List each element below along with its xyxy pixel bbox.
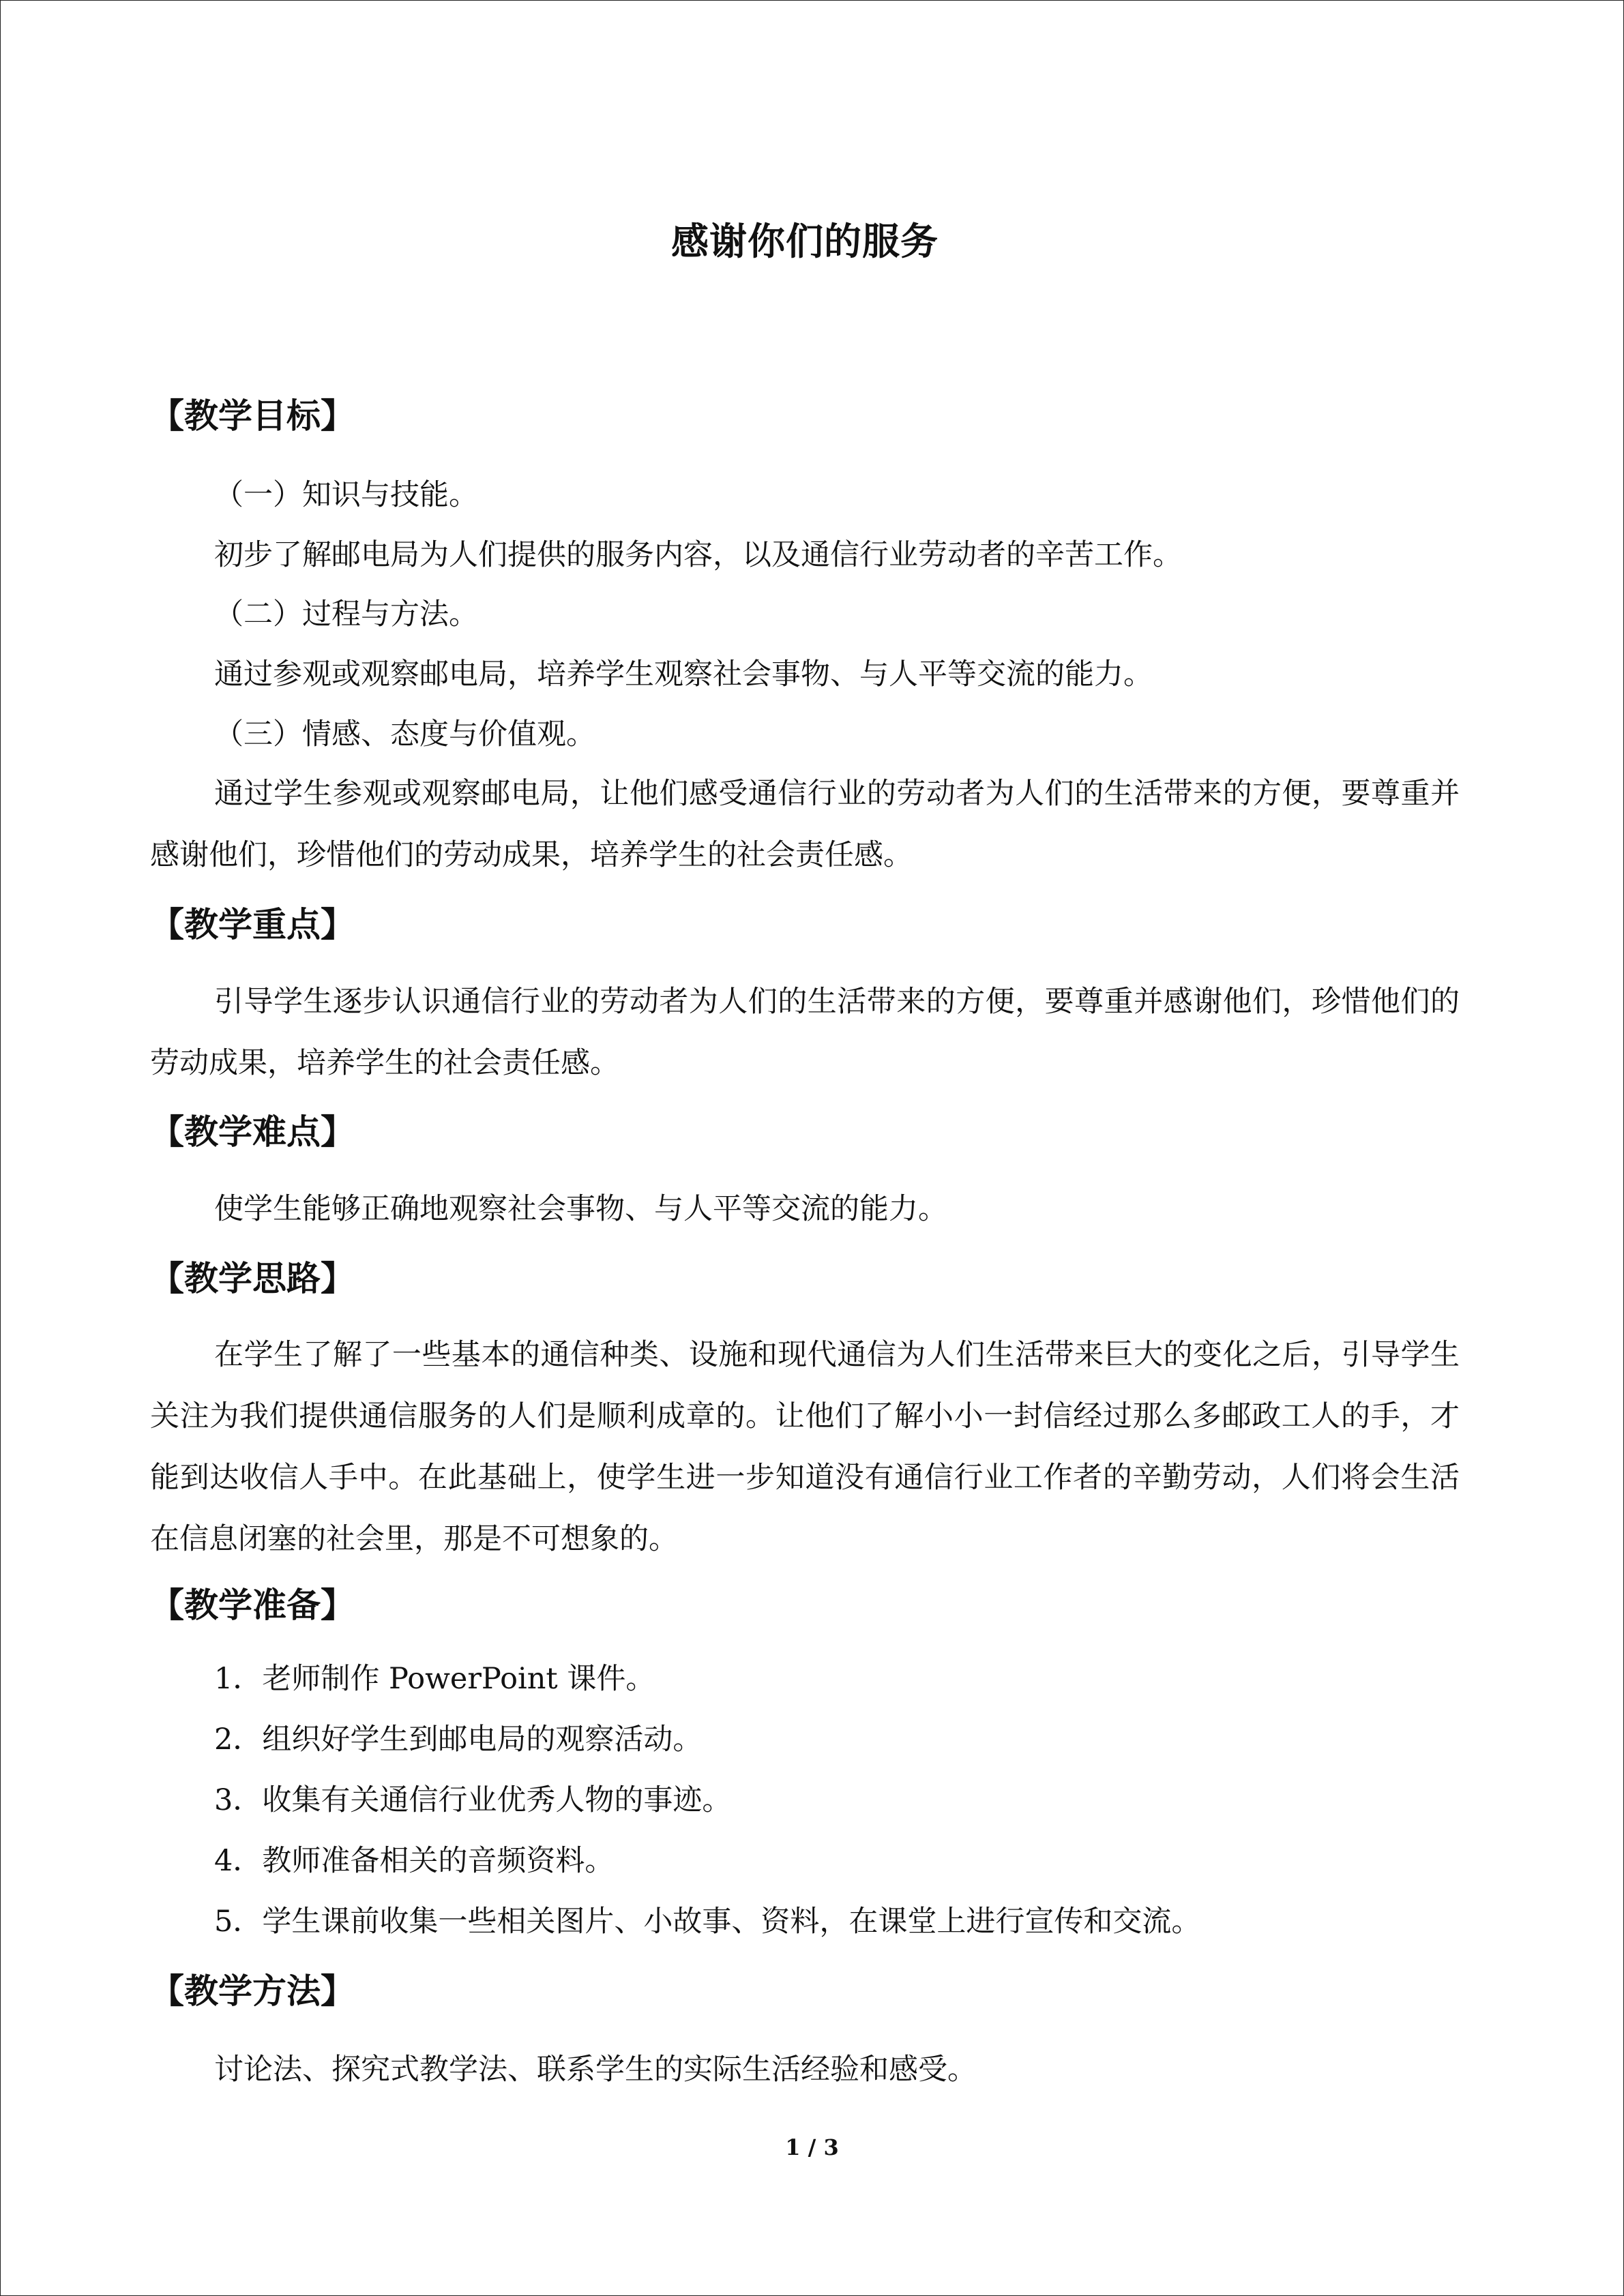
- approach-para: 在学生了解了一些基本的通信种类、设施和现代通信为人们生活带来巨大的变化之后，引导学生关注为我们提供通信服务的人们是顺利成章的。让他们了解小小一封信经过那么多邮政工人的手，才能到达收信人手中。在此基础上，使学生进一步知道没有通信行业工作者的辛勤劳动，人们将会生活在信息闭塞的社会里，那是不可想象的。: [150, 1338, 1460, 1556]
- objectives-sub-2: （二）过程与方法。: [214, 597, 478, 631]
- heading-preparation: 【教学准备】: [150, 1585, 355, 1625]
- objectives-sub-3: （三）情感、态度与价值观。: [214, 717, 595, 751]
- heading-key-points: 【教学重点】: [150, 905, 355, 944]
- preparation-item-4: 4．教师准备相关的音频资料。: [214, 1844, 615, 1878]
- preparation-item-5: 5．学生课前收集一些相关图片、小故事、资料，在课堂上进行宣传和交流。: [214, 1905, 1201, 1939]
- heading-approach: 【教学思路】: [150, 1259, 355, 1298]
- objectives-sub-1: （一）知识与技能。: [214, 478, 478, 512]
- preparation-item-2: 2．组织好学生到邮电局的观察活动。: [214, 1723, 703, 1757]
- objectives-para-3: 通过学生参观或观察邮电局，让他们感受通信行业的劳动者为人们的生活带来的方便，要尊重并感谢他们，珍惜他们的劳动成果，培养学生的社会责任感。: [150, 777, 1460, 872]
- preparation-item-1: 1．老师制作 PowerPoint 课件。: [214, 1662, 655, 1696]
- key-points-para: 引导学生逐步认识通信行业的劳动者为人们的生活带来的方便，要尊重并感谢他们，珍惜他们的劳动成果，培养学生的社会责任感。: [150, 985, 1460, 1080]
- heading-methods: 【教学方法】: [150, 1971, 355, 2011]
- document-title: 感谢你们的服务: [670, 220, 939, 263]
- objectives-para-1: 初步了解邮电局为人们提供的服务内容，以及通信行业劳动者的辛苦工作。: [214, 538, 1182, 572]
- preparation-item-3: 3．收集有关通信行业优秀人物的事迹。: [214, 1783, 732, 1817]
- heading-objectives: 【教学目标】: [150, 396, 355, 436]
- difficulties-para: 使学生能够正确地观察社会事物、与人平等交流的能力。: [214, 1192, 947, 1226]
- heading-difficulties: 【教学难点】: [150, 1112, 355, 1152]
- methods-para: 讨论法、探究式教学法、联系学生的实际生活经验和感受。: [214, 2053, 977, 2087]
- page-number: 1 / 3: [785, 2134, 839, 2160]
- objectives-para-2: 通过参观或观察邮电局，培养学生观察社会事物、与人平等交流的能力。: [214, 657, 1153, 691]
